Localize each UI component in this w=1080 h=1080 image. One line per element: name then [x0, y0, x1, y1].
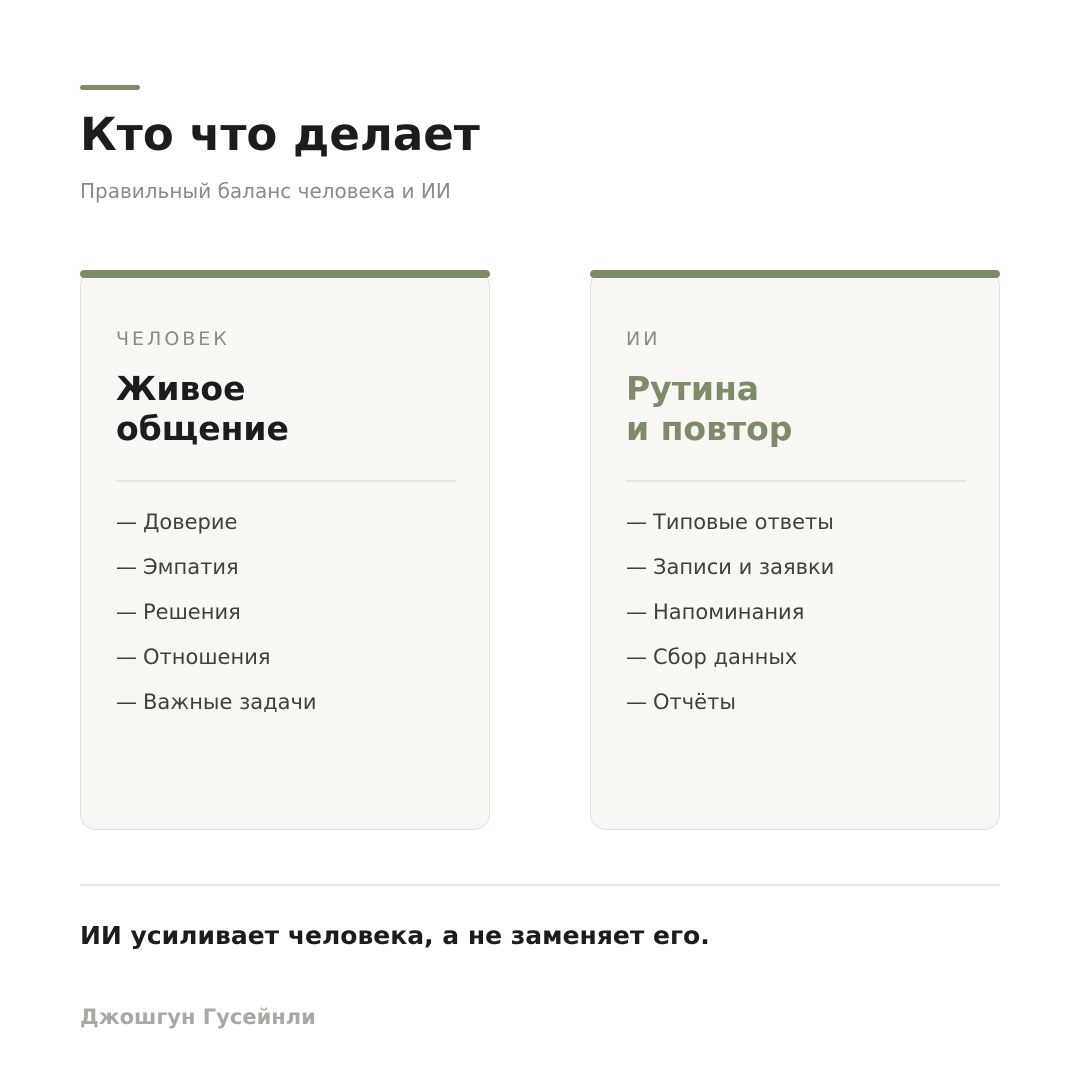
list-item: [626, 687, 834, 732]
list-item-text: Напоминания: [653, 600, 805, 624]
page-title: Кто что делает: [80, 108, 480, 161]
list-item: [116, 507, 317, 552]
card-divider: [626, 480, 966, 482]
list-item: [626, 507, 834, 552]
list-dash: —: [626, 600, 647, 624]
list-item-text: Записи и заявки: [653, 555, 835, 579]
card-heading-line: Рутина: [626, 369, 760, 408]
list-item: [626, 597, 834, 642]
list-item-text: Отчёты: [653, 690, 736, 714]
tagline: ИИ усиливает человека, а не заменяет его.: [80, 921, 710, 950]
card-heading-line: общение: [116, 409, 289, 448]
list-dash: —: [116, 645, 137, 669]
list-dash: —: [116, 690, 137, 714]
card-list: [626, 507, 834, 732]
card-heading: [626, 369, 966, 449]
card-accent-bar: [590, 270, 1000, 278]
list-item-text: Типовые ответы: [653, 510, 834, 534]
list-dash: —: [626, 690, 647, 714]
list-item-text: Эмпатия: [143, 555, 239, 579]
list-item: [116, 687, 317, 732]
human-card: [80, 270, 490, 830]
list-item-text: Решения: [143, 600, 241, 624]
list-dash: —: [116, 600, 137, 624]
accent-line: [80, 85, 140, 90]
list-item: [626, 642, 834, 687]
list-item: [116, 597, 317, 642]
author-name: Джошгун Гусейнли: [80, 1005, 316, 1029]
list-item-text: Отношения: [143, 645, 271, 669]
card-heading-line: и повтор: [626, 409, 793, 448]
list-item: [626, 552, 834, 597]
list-dash: —: [626, 645, 647, 669]
list-dash: —: [626, 555, 647, 579]
card-list: [116, 507, 317, 732]
footer-divider: [80, 884, 1000, 886]
list-dash: —: [626, 510, 647, 534]
list-item: [116, 642, 317, 687]
list-item: [116, 552, 317, 597]
list-item-text: Доверие: [143, 510, 238, 534]
card-eyebrow: ЧЕЛОВЕК: [116, 328, 230, 350]
card-accent-bar: [80, 270, 490, 278]
list-item-text: Сбор данных: [653, 645, 798, 669]
page-subtitle: Правильный баланс человека и ИИ: [80, 179, 451, 203]
list-item-text: Важные задачи: [143, 690, 317, 714]
card-heading-line: Живое: [116, 369, 246, 408]
list-dash: —: [116, 510, 137, 534]
list-dash: —: [116, 555, 137, 579]
card-heading: [116, 369, 456, 449]
ai-card: [590, 270, 1000, 830]
card-eyebrow: ИИ: [626, 328, 661, 350]
card-divider: [116, 480, 456, 482]
